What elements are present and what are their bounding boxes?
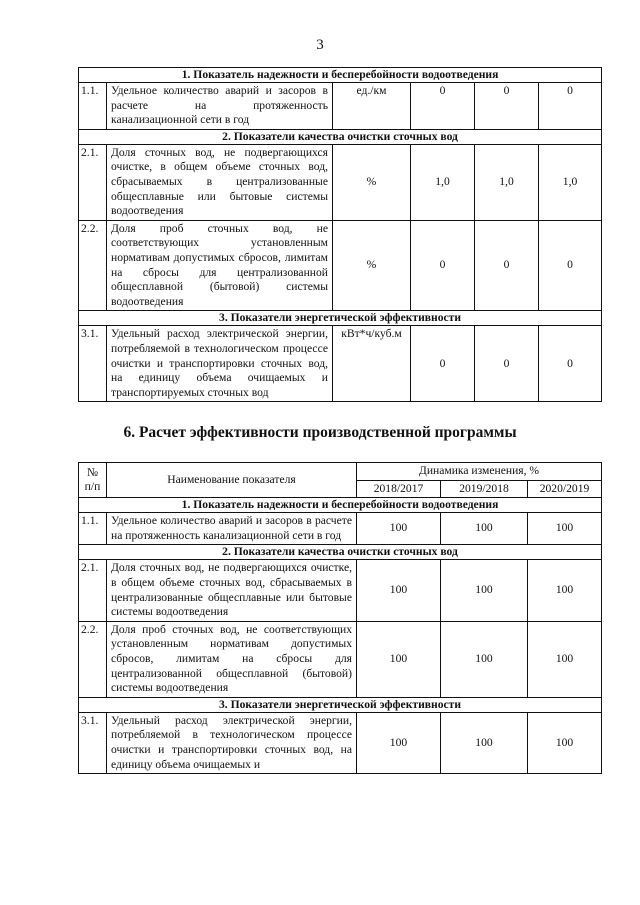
row-number: 1.1. [79,513,107,545]
value-cell: 100 [441,560,528,621]
efficiency-table [78,462,602,774]
indicator-name: Удельное количество аварий и засоров в расчете на протяженность канализационной сети в год [107,513,357,545]
page-number: 3 [316,37,324,53]
section-row [79,697,602,712]
indicator-name: Доля проб сточных вод, не соответствующих установленным нормативам допустимых сбросов, лимитам на сбросы для централизованной общесплавной (бытовой) системы водоотведения [107,220,333,311]
row-number: 2.2. [79,220,107,311]
header-year: 2019/2018 [441,480,528,498]
section-row [79,498,602,513]
section-row [79,311,602,326]
section-title: 1. Показатель надежности и бесперебойности водоотведения [79,498,602,513]
value-cell: 100 [441,513,528,545]
section-title: 2. Показатели качества очистки сточных вод [79,545,602,560]
unit-cell: % [333,144,411,220]
table-row [79,621,602,697]
section-heading: 6. Расчет эффективности производственной программы [123,424,517,441]
value-cell: 100 [441,712,528,773]
row-number: 3.1. [79,712,107,773]
value-cell: 0 [475,83,539,130]
table-row [79,560,602,621]
value-cell: 0 [539,83,602,130]
unit-cell: ед./км [333,83,411,130]
section-title: 3. Показатели энергетической эффективности [79,311,602,326]
indicator-name: Доля сточных вод, не подвергающихся очистке, в общем объеме сточных вод, сбрасываемых в централизованные общесплавные или бытовые системы водоотведения [107,144,333,220]
indicator-name: Удельный расход электрической энергии, потребляемой в технологическом процессе очистки и транспортировки сточных вод, на единицу объема очищаемых и [107,712,357,773]
header-dynamics: Динамика изменения, % [357,463,602,481]
value-cell: 0 [411,220,475,311]
row-number: 1.1. [79,83,107,130]
value-cell: 0 [475,326,539,402]
row-number: 2.1. [79,144,107,220]
section-row [79,68,602,83]
value-cell: 0 [411,83,475,130]
row-number: 3.1. [79,326,107,402]
section-row [79,545,602,560]
value-cell: 100 [357,712,441,773]
header-year: 2020/2019 [528,480,602,498]
value-cell: 100 [528,712,602,773]
table-row [79,144,602,220]
value-cell: 1,0 [539,144,602,220]
table-row [79,83,602,130]
table-row [79,326,602,402]
section-title: 3. Показатели энергетической эффективности [79,697,602,712]
row-number: 2.2. [79,621,107,697]
row-number: 2.1. [79,560,107,621]
table-row [79,712,602,773]
unit-cell: кВт*ч/куб.м [333,326,411,402]
indicators-table [78,67,602,402]
value-cell: 0 [539,220,602,311]
value-cell: 100 [528,560,602,621]
header-row [79,463,602,481]
unit-cell: % [333,220,411,311]
header-year: 2018/2017 [357,480,441,498]
section-title: 2. Показатели качества очистки сточных вод [79,129,602,144]
indicator-name: Доля проб сточных вод, не соответствующих установленным нормативам допустимых сбросов, лимитам на сбросы для централизованной общесплавной (бытовой) системы водоотведения [107,621,357,697]
indicator-name: Удельный расход электрической энергии, потребляемой в технологическом процессе очистки и транспортировки сточных вод, на единицу объема очищаемых и транспортируемых сточных вод [107,326,333,402]
section-title: 1. Показатель надежности и бесперебойности водоотведения [79,68,602,83]
header-name: Наименование показателя [107,463,357,498]
value-cell: 100 [357,621,441,697]
value-cell: 0 [411,326,475,402]
section-row [79,129,602,144]
table-row [79,513,602,545]
table-row [79,220,602,311]
value-cell: 1,0 [411,144,475,220]
value-cell: 100 [528,621,602,697]
value-cell: 100 [528,513,602,545]
value-cell: 1,0 [475,144,539,220]
value-cell: 0 [539,326,602,402]
indicator-name: Доля сточных вод, не подвергающихся очистке, в общем объеме сточных вод, сбрасываемых в централизованные общесплавные или бытовые системы водоотведения [107,560,357,621]
header-number: № п/п [79,463,107,498]
value-cell: 100 [357,560,441,621]
indicator-name: Удельное количество аварий и засоров в расчете на протяженность канализационной сети в год [107,83,333,130]
value-cell: 100 [357,513,441,545]
value-cell: 100 [441,621,528,697]
value-cell: 0 [475,220,539,311]
